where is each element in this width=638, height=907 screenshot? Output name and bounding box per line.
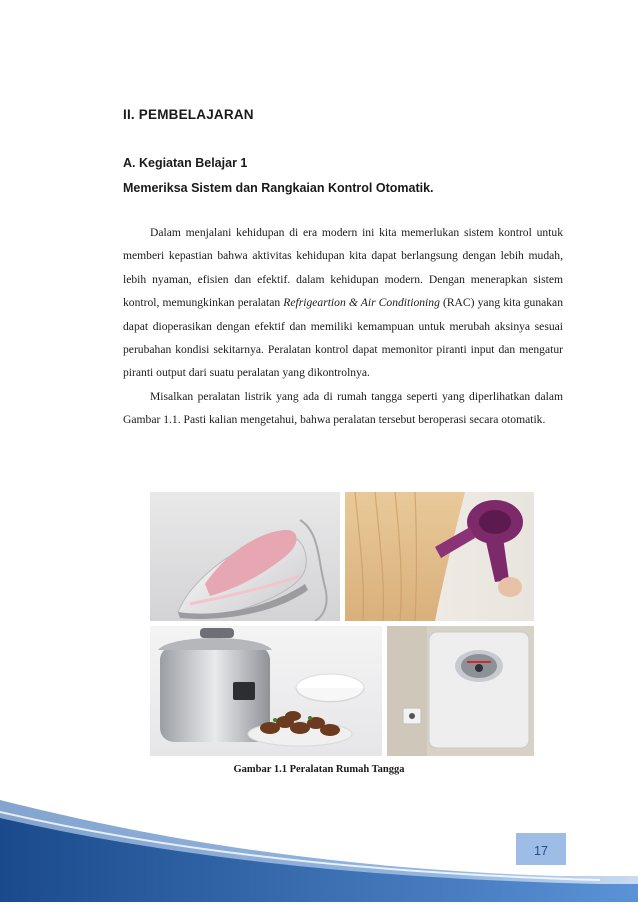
paragraph-1-part-1: Dalam menjalani kehidupan di era modern ini kita memerlukan sistem kontrol untuk memberi kepastian bahwa aktivitas kehidupan kita dapat berlangsung dengan lebih mudah, lebih nyaman, efisien dan efektif. dalam kehidupan modern. Dengan menerapkan sistem kontrol, memungkinkan peralatan [123,226,563,310]
subtitle: Memeriksa Sistem dan Rangkaian Kontrol Otomatik. [123,181,434,195]
figure-household-appliances [150,492,534,756]
paragraph-1-ampersand: & [345,296,361,310]
section-heading: II. PEMBELAJARAN [123,107,254,122]
photo-rice-cooker [150,626,382,756]
paragraph-2: Misalkan peralatan listrik yang ada di rumah tangga seperti yang diperlihatkan dalam Gambar 1.1. Pasti kalian mengetahui, bahwa peralatan tersebut beroperasi secara otomatik. [123,389,563,427]
paragraph-1-italic-term-2: Air Conditioning [360,296,440,310]
page-number: 17 [516,833,566,865]
photo-water-heater [387,626,534,756]
paragraph-1-part-2: (RAC) yang kita gunakan dapat dioperasikan dengan efektif dan memiliki kemampuan untuk merubah aksinya sesuai perubahan kondisi sekitarnya. Peralatan kontrol dapat memonitor piranti input dan mengatur piranti output dari suatu peralatan yang dikontrolnya. [123,296,563,380]
paragraph-1 [123,221,563,385]
photo-iron [150,492,340,621]
figure-caption: Gambar 1.1 Peralatan Rumah Tangga [233,764,405,775]
activity-heading: A. Kegiatan Belajar 1 [123,156,248,170]
paragraph-1-italic-term-1: Refrigeartion [283,296,346,310]
body-text [123,221,563,432]
photo-hair-dryer [345,492,534,621]
